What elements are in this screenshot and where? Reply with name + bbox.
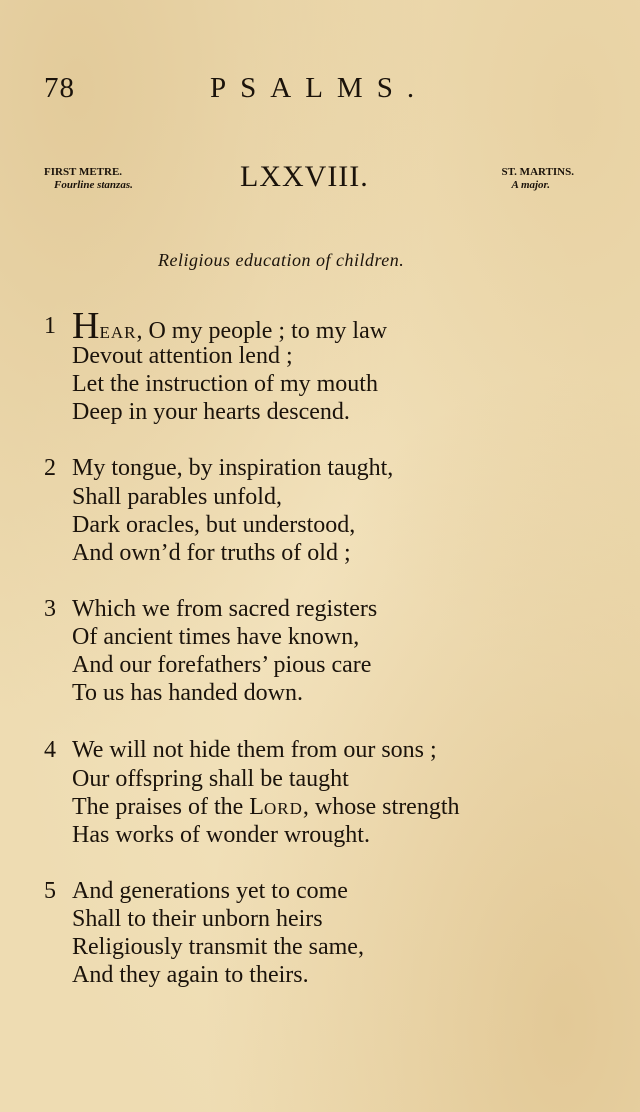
stanza-number: 1 — [44, 313, 56, 339]
small-caps: ORD — [263, 799, 303, 818]
verse-line: Devout attention lend ; — [72, 343, 293, 369]
verse-line: Has works of wonder wrought. — [72, 822, 370, 848]
verse-line: Shall parables unfold, — [72, 484, 282, 510]
running-title: PSALMS. — [210, 72, 429, 104]
verse-line: Dark oracles, but understood, — [72, 512, 356, 538]
stanza-number: 2 — [44, 455, 56, 481]
meter-line-1: FIRST METRE. — [44, 166, 123, 178]
initial-capital: L — [249, 794, 264, 820]
verse-line: Which we from sacred registers — [72, 596, 378, 622]
verse-line: Of ancient times have known, — [72, 624, 360, 650]
verse-line: We will not hide them from our sons ; — [72, 737, 437, 763]
tune-info — [462, 166, 574, 192]
meter-info — [44, 166, 133, 192]
tune-line-2: A major. — [511, 179, 550, 191]
verse-line: And generations yet to come — [72, 878, 348, 904]
page-number: 78 — [44, 72, 75, 104]
verse-text: The praises of the — [72, 794, 250, 820]
meter-line-2: Fourline stanzas. — [54, 179, 133, 191]
verse-line: Let the instruction of my mouth — [72, 371, 378, 397]
verse-line: And our forefathers’ pious care — [72, 652, 372, 678]
drop-cap: H — [72, 305, 100, 347]
psalm-number: LXXVIII. — [240, 160, 369, 193]
verse-line — [72, 793, 460, 823]
verse-line: To us has handed down. — [72, 680, 303, 706]
verse-text: , whose strength — [302, 794, 460, 820]
verse-line: Shall to their unborn heirs — [72, 906, 323, 932]
verse-line: Our offspring shall be taught — [72, 766, 349, 792]
psalm-subtitle: Religious education of children. — [158, 250, 405, 270]
verse-text: , O my people ; to my law — [136, 318, 388, 344]
verse-line: Deep in your hearts descend. — [72, 399, 350, 425]
verse-line: Religiously transmit the same, — [72, 934, 364, 960]
verse-line: My tongue, by inspiration taught, — [72, 455, 394, 481]
stanza-number: 5 — [44, 878, 56, 904]
small-caps: EAR — [99, 323, 137, 342]
stanza-number: 3 — [44, 596, 56, 622]
verse-line: And they again to theirs. — [72, 962, 309, 988]
verse-line: And own’d for truths of old ; — [72, 540, 351, 566]
tune-line-1: ST. MARTINS. — [501, 166, 574, 178]
stanza-number: 4 — [44, 737, 56, 763]
